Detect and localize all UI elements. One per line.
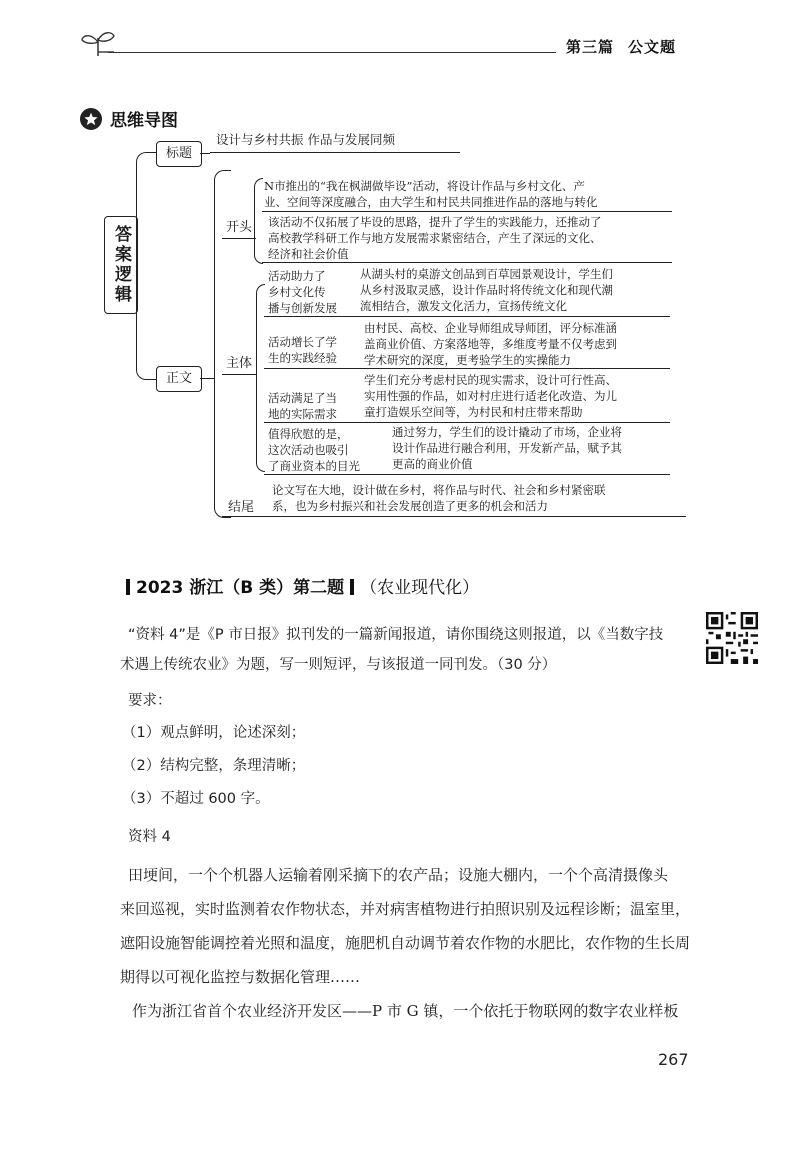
underline <box>264 368 670 369</box>
main-point-1-line-3: 播与创新发展 <box>268 301 337 315</box>
header-part: 第三篇 <box>566 38 615 56</box>
label-ending: 结尾 <box>228 500 255 515</box>
main-detail-3-line-3: 童打造娱乐空间等，为村民和村庄带来帮助 <box>364 405 583 419</box>
requirement-1: （1）观点鲜明，论述深刻； <box>122 725 306 741</box>
underline <box>262 211 672 212</box>
title-bar-right <box>350 579 354 595</box>
main-point-1-line-2: 乡村文化传 <box>268 285 326 299</box>
label-main: 主体 <box>226 356 253 371</box>
material-line-3: 遮阳设施智能调控着光照和温度，施肥机自动调节着农作物的水肥比，农作物的生长周 <box>120 934 691 952</box>
material-title: 资料 4 <box>128 829 171 845</box>
section-title: 思维导图 <box>110 111 178 131</box>
underline <box>264 474 670 475</box>
opening-item-1-line-1: N市推出的“我在枫湖做毕设”活动，将设计作品与乡村文化、产 <box>264 179 585 193</box>
label-opening: 开头 <box>226 220 253 235</box>
main-detail-3-line-1: 学生们充分考虑村民的现实需求，设计可行性高、 <box>364 373 617 387</box>
main-detail-2-line-3: 学术研究的深度，更考验学生的实操能力 <box>364 353 571 367</box>
underline <box>222 516 266 517</box>
opening-item-2-line-3: 经济和社会价值 <box>268 247 349 261</box>
connector <box>256 284 265 472</box>
underline <box>266 516 686 517</box>
main-detail-3-line-2: 实用性强的作品，如对村庄进行适老化改造、为儿 <box>364 389 617 403</box>
main-detail-2-line-2: 盖商业价值、方案落地等，多维度考量不仅考虑到 <box>364 337 617 351</box>
prompt-line-1: “资料 4”是《P 市日报》拟刊发的一篇新闻报道，请你围绕这则报道，以《当数字技 <box>128 627 664 643</box>
opening-item-2-line-1: 该活动不仅拓展了毕设的思路，提升了学生的实践能力，还推动了 <box>268 215 602 229</box>
connector <box>200 378 214 379</box>
header-chapter: 公文题 <box>628 38 677 56</box>
main-point-4-line-3: 了商业资本的目光 <box>268 459 360 473</box>
question-title-topic: （农业现代化） <box>360 578 480 598</box>
mindmap-root: 答案逻辑 <box>104 216 138 314</box>
main-detail-4-line-3: 更高的商业价值 <box>392 457 473 471</box>
title-text: 设计与乡村共振 作品与发展同频 <box>216 132 395 147</box>
main-point-1-line-1: 活动助力了 <box>268 269 326 283</box>
page-number: 267 <box>658 1050 689 1069</box>
connector <box>200 153 210 154</box>
prompt-line-2: 术遇上传统农业》为题，写一则短评，与该报道一同刊发。（30 分） <box>120 657 557 673</box>
connector <box>254 178 263 264</box>
material-line-1: 田埂间，一个个机器人运输着刚采摘下的农产品；设施大棚内，一个个高清摄像头 <box>128 866 669 884</box>
mindmap-node-title: 标题 <box>156 141 202 167</box>
main-detail-1-line-3: 流相结合，激发文化活力，宣扬传统文化 <box>360 299 567 313</box>
qr-code-icon <box>706 612 758 664</box>
main-detail-2-line-1: 由村民、高校、企业导师组成导师团，评分标准涵 <box>364 321 617 335</box>
material-line-4: 期得以可视化监控与数据化管理…… <box>120 968 361 986</box>
underline <box>210 152 460 153</box>
main-point-2-line-2: 生的实践经验 <box>268 351 337 365</box>
underline <box>262 262 672 263</box>
opening-item-2-line-2: 高校教学科研工作与地方发展需求紧密结合，产生了深远的文化、 <box>268 231 602 245</box>
material-line-5: 作为浙江省首个农业经济开发区——P 市 G 镇，一个依托于物联网的数字农业样板 <box>132 1002 679 1020</box>
main-detail-1-line-2: 从乡村汲取灵感，设计作品时将传统文化和现代潮 <box>360 283 613 297</box>
mindmap-node-body: 正文 <box>156 366 202 392</box>
underline <box>264 316 670 317</box>
opening-item-1-line-2: 业、空间等深度融合，由大学生和村民共同推进作品的落地与转化 <box>264 195 598 209</box>
connector <box>136 152 157 380</box>
underline <box>222 374 256 375</box>
requirements-title: 要求： <box>128 693 172 709</box>
main-point-3-line-1: 活动满足了当 <box>268 391 337 405</box>
main-point-4-line-1: 值得欣慰的是， <box>268 427 349 441</box>
question-title <box>120 573 479 598</box>
mind-map <box>0 0 800 540</box>
title-bar-left <box>126 579 130 595</box>
ending-line-1: 论文写在大地，设计做在乡村，将作品与时代、社会和乡村紧密联 <box>272 483 606 497</box>
requirement-2: （2）结构完整，条理清晰； <box>122 758 306 774</box>
main-point-3-line-2: 地的实际需求 <box>268 407 337 421</box>
main-detail-1-line-1: 从湖头村的桌游文创品到百草园景观设计，学生们 <box>360 267 613 281</box>
main-detail-4-line-2: 设计作品进行融合利用，开发新产品，赋予其 <box>392 441 622 455</box>
requirement-3: （3）不超过 600 字。 <box>122 791 270 807</box>
question-title-main: 2023 浙江（B 类）第二题 <box>136 578 345 598</box>
main-point-2-line-1: 活动增长了学 <box>268 335 337 349</box>
main-point-4-line-2: 这次活动也吸引 <box>268 443 349 457</box>
main-detail-4-line-1: 通过努力，学生们的设计撬动了市场，企业将 <box>392 425 622 439</box>
underline <box>222 238 256 239</box>
underline <box>264 422 670 423</box>
material-line-2: 来回巡视，实时监测着农作物状态，并对病害植物进行拍照识别及远程诊断；温室里， <box>120 900 691 918</box>
ending-line-2: 系，也为乡村振兴和社会发展创造了更多的机会和活力 <box>272 499 548 513</box>
